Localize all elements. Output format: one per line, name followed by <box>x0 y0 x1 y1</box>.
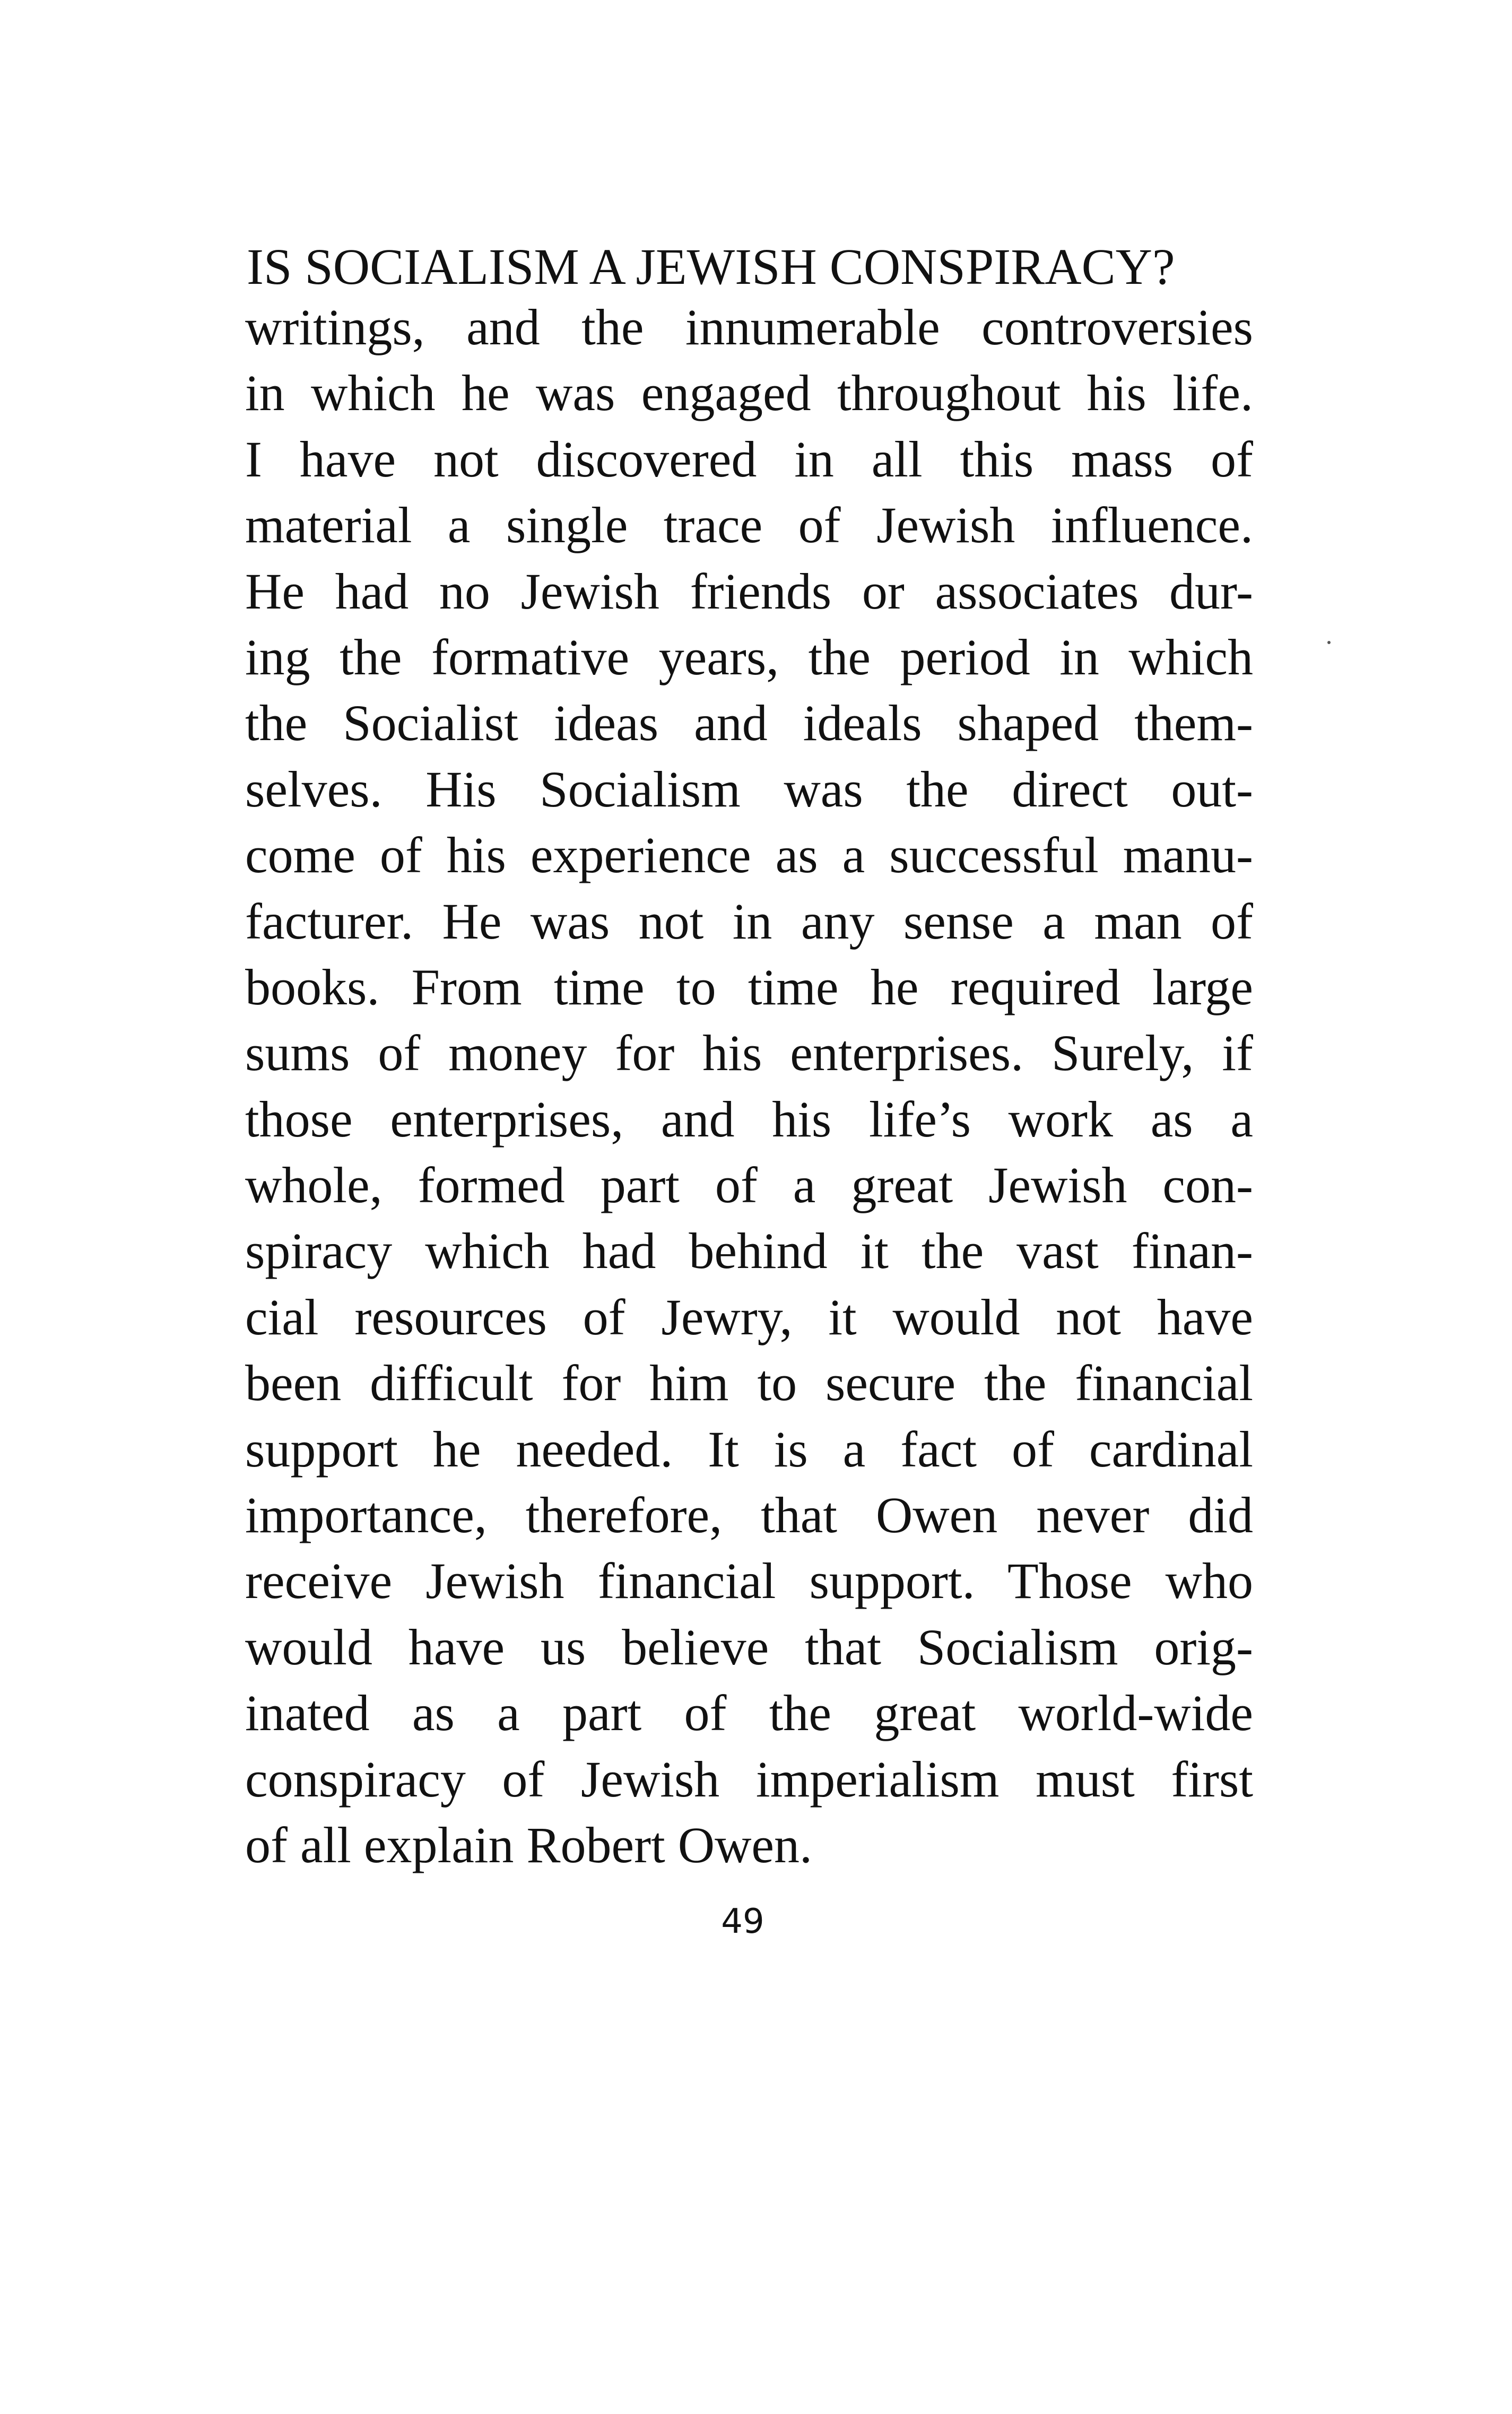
text-line: He had no Jewish friends or associates dur- <box>245 562 1253 620</box>
text-line: sums of money for his enterprises. Surely, if <box>245 1024 1253 1082</box>
text-line: receive Jewish financial support. Those who <box>245 1552 1253 1610</box>
text-line: material a single trace of Jewish influence. <box>245 497 1253 554</box>
scan-speck <box>1327 641 1331 644</box>
text-line: facturer. He was not in any sense a man of <box>245 892 1253 950</box>
text-line: would have us believe that Socialism orig- <box>245 1618 1253 1675</box>
text-line: support he needed. It is a fact of cardinal <box>245 1420 1253 1478</box>
running-head: IS SOCIALISM A JEWISH CONSPIRACY? <box>247 238 1175 295</box>
text-line: conspiracy of Jewish imperialism must first <box>245 1750 1253 1808</box>
text-line: those enterprises, and his life’s work as a <box>245 1090 1253 1148</box>
text-line: of all explain Robert Owen. <box>245 1816 813 1873</box>
text-line: ing the formative years, the period in which <box>245 628 1253 685</box>
text-line: cial resources of Jewry, it would not have <box>245 1288 1253 1345</box>
page-number: 49 <box>721 1902 764 1941</box>
text-line: inated as a part of the great world-wide <box>245 1684 1253 1742</box>
text-line: importance, therefore, that Owen never did <box>245 1487 1253 1544</box>
text-line: the Socialist ideas and ideals shaped them- <box>245 694 1253 752</box>
text-line: spiracy which had behind it the vast finan- <box>245 1222 1253 1280</box>
text-line: books. From time to time he required large <box>245 958 1253 1015</box>
text-line: writings, and the innumerable controversies <box>245 299 1253 355</box>
text-line: whole, formed part of a great Jewish con- <box>245 1157 1253 1214</box>
text-line: in which he was engaged throughout his life. <box>245 364 1253 422</box>
body-text <box>245 294 1253 1878</box>
text-line: selves. His Socialism was the direct out- <box>245 760 1253 818</box>
text-line: been difficult for him to secure the financial <box>245 1354 1253 1412</box>
text-line: I have not discovered in all this mass of <box>245 430 1253 488</box>
text-line: come of his experience as a successful manu- <box>245 827 1253 884</box>
